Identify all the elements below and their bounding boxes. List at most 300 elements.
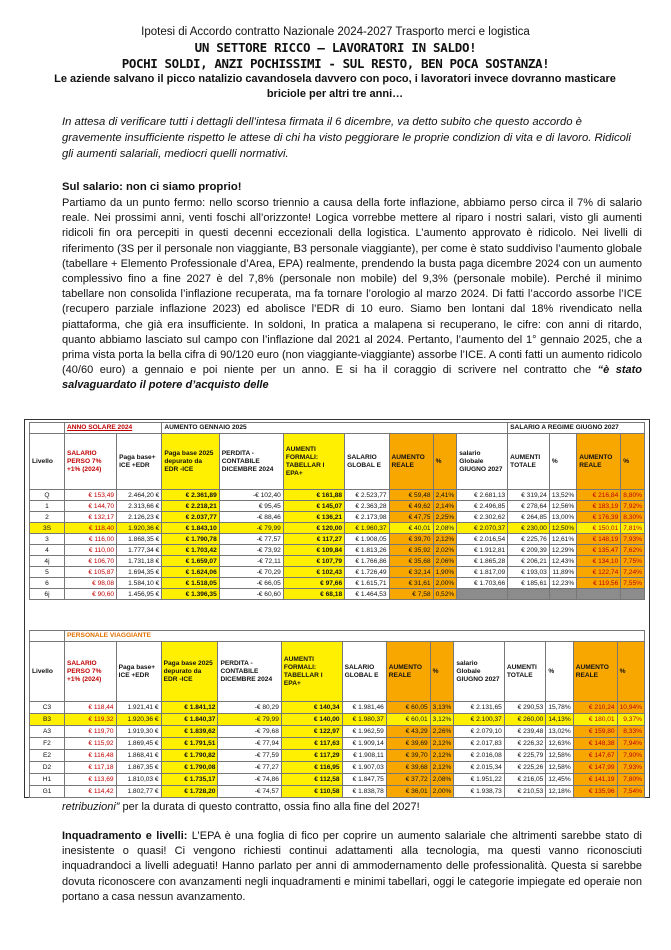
- table-cell: H1: [30, 774, 65, 786]
- table-cell: € 140,34: [281, 702, 342, 714]
- table-cell: € 35,68: [389, 556, 433, 567]
- table-cell: 7,75%: [621, 556, 645, 567]
- table-cell: E2: [30, 750, 65, 762]
- table-cell: € 206,21: [508, 556, 550, 567]
- table-cell: 2,25%: [433, 512, 457, 523]
- table-cell: F2: [30, 738, 65, 750]
- table-cell: 1: [30, 501, 65, 512]
- table-cell: € 119,56: [577, 578, 621, 589]
- table-cell: € 1.817,09: [457, 567, 508, 578]
- table-cell: € 2.100,37: [454, 714, 504, 726]
- table-cell: -€ 66,05: [219, 578, 283, 589]
- table-cell: 2,26%: [430, 726, 454, 738]
- table-cell: -€ 88,46: [219, 512, 283, 523]
- table-cell: € 32,14: [389, 567, 433, 578]
- column-header: Paga base 2025 depurato da EDR -ICE: [162, 434, 219, 490]
- table-cell: € 150,01: [577, 523, 621, 534]
- table-cell: 7,94%: [617, 738, 644, 750]
- table-cell: € 117,18: [65, 762, 117, 774]
- table-cell: € 2.015,34: [454, 762, 504, 774]
- table-cell: 9,37%: [617, 714, 644, 726]
- table-cell: € 2.681,13: [457, 490, 508, 501]
- table-cell: 1.920,36 €: [116, 714, 161, 726]
- table-cell: € 148,19: [577, 534, 621, 545]
- table-cell: 2,12%: [430, 738, 454, 750]
- table-cell: € 122,97: [281, 726, 342, 738]
- table-cell: € 1.908,11: [342, 750, 386, 762]
- table-row: [30, 702, 645, 714]
- table-cell: € 132,17: [65, 512, 117, 523]
- table-cell: € 264,85: [508, 512, 550, 523]
- table-cell: 12,18%: [546, 786, 573, 798]
- table-cell: € 278,64: [508, 501, 550, 512]
- table-cell: -€ 77,27: [218, 762, 281, 774]
- table-cell: 13,02%: [546, 726, 573, 738]
- table-cell: € 144,70: [65, 501, 117, 512]
- table-cell: € 1.813,26: [345, 545, 389, 556]
- table-row: [30, 589, 645, 600]
- salary-tail-text: per la durata di questo contratto, ossia fino alla fine del 2027!: [119, 801, 420, 813]
- table-cell: 1.731,18 €: [117, 556, 162, 567]
- table-cell: 3: [30, 534, 65, 545]
- table-cell: € 43,29: [386, 726, 430, 738]
- table-cell: € 39,70: [386, 750, 430, 762]
- table-cell: 13,00%: [549, 512, 576, 523]
- table-cell: € 102,43: [283, 567, 344, 578]
- table-cell: € 47,75: [389, 512, 433, 523]
- table-cell: 2,08%: [433, 523, 457, 534]
- table-cell: 2,14%: [433, 501, 457, 512]
- table-cell: € 119,32: [65, 714, 117, 726]
- table-cell: € 1.841,12: [161, 702, 218, 714]
- salary-quote-end: retribuzioni”: [62, 801, 120, 813]
- group-header-june-2027: SALARIO A REGIME GIUGNO 2027: [508, 423, 645, 434]
- table-cell: € 1.865,28: [457, 556, 508, 567]
- table-row: [30, 567, 645, 578]
- table-cell: € 159,80: [573, 726, 617, 738]
- table-cell: € 225,26: [504, 762, 546, 774]
- table-cell: € 105,87: [65, 567, 117, 578]
- table-cell: 2,41%: [433, 490, 457, 501]
- table-cell: € 1.464,53: [345, 589, 389, 600]
- column-header: salario Globale GIUGNO 2027: [454, 642, 504, 702]
- column-header: SALARIO PERSO 7% +1% (2024): [65, 642, 117, 702]
- table-cell: G1: [30, 786, 65, 798]
- column-header: Paga base 2025 depurato da EDR -ICE: [161, 642, 218, 702]
- table-cell: 1.869,45 €: [116, 738, 161, 750]
- table-cell: € 161,88: [283, 490, 344, 501]
- table-cell: € 35,92: [389, 545, 433, 556]
- table-cell: € 225,79: [504, 750, 546, 762]
- table-cell: € 185,61: [508, 578, 550, 589]
- table-cell: [549, 589, 576, 600]
- table-cell: € 49,62: [389, 501, 433, 512]
- table-cell: € 118,40: [65, 523, 117, 534]
- table-cell: 12,58%: [546, 762, 573, 774]
- table-cell: 1.810,03 €: [116, 774, 161, 786]
- table-cell: € 1.912,81: [457, 545, 508, 556]
- column-header: SALARIO GLOBAL E: [345, 434, 389, 490]
- table-cell: 8,33%: [617, 726, 644, 738]
- table-cell: € 210,24: [573, 702, 617, 714]
- table-cell: € 117,27: [283, 534, 344, 545]
- table-cell: € 1.624,06: [162, 567, 219, 578]
- table-cell: € 1.790,08: [161, 762, 218, 774]
- table-cell: € 107,79: [283, 556, 344, 567]
- table-cell: € 37,72: [386, 774, 430, 786]
- table-cell: 7,93%: [617, 762, 644, 774]
- table-cell: 3,13%: [430, 702, 454, 714]
- table-cell: € 1.703,42: [162, 545, 219, 556]
- column-header: Paga base+ ICE +EDR: [117, 434, 162, 490]
- table-cell: 1.868,35 €: [117, 534, 162, 545]
- table-cell: 10,94%: [617, 702, 644, 714]
- table-cell: 2,00%: [433, 578, 457, 589]
- table-cell: 15,78%: [546, 702, 573, 714]
- column-header: PERDITA - CONTABILE DICEMBRE 2024: [219, 434, 283, 490]
- column-header: %: [433, 434, 457, 490]
- table-cell: 2,02%: [433, 545, 457, 556]
- table-cell: € 134,10: [577, 556, 621, 567]
- table-cell: € 1.766,86: [345, 556, 389, 567]
- table-cell: 5: [30, 567, 65, 578]
- table-cell: € 98,08: [65, 578, 117, 589]
- column-header: AUMENTO REALE: [573, 642, 617, 702]
- table-cell: 1.694,35 €: [117, 567, 162, 578]
- table-cell: € 1.938,73: [454, 786, 504, 798]
- table-cell: € 106,70: [65, 556, 117, 567]
- column-header: SALARIO PERSO 7% +1% (2024): [65, 434, 117, 490]
- table-cell: € 260,00: [504, 714, 546, 726]
- table-cell: € 36,01: [386, 786, 430, 798]
- table-cell: 3,12%: [430, 714, 454, 726]
- table-cell: € 2.016,08: [454, 750, 504, 762]
- table-cell: € 2.496,85: [457, 501, 508, 512]
- salary-body-text: Partiamo da un punto fermo: nello scorso triennio a causa della forte inflazione, abbiamo perso circa il 7% di salario reale. Nei prossimi anni, venti foschi all’orizzonte! Logica vorrebbe mettere al riparo i nostri salari, visto gli aumenti ridicoli fin ora percepiti in questi decenni eccezionali della logistica. L’aumento approvato è ridicolo. Nei livelli di riferimento (3S per il personale non viaggiante, B3 personale viaggiante), per come è stato suddiviso l’aumento globale (tabellare + Elemento Professionale d’Area, EPA) realmente, prendendo la busta paga dicembre 2024 con un aumento complessivo fino a fine 2027 è del 7,8% (personale non mobile) del 9,3% (personale mobile). Perché il minimo tabellare non consolida l’inflazione recuperata, ma fa tornare l’orologio al marzo 2024. Di fatti l’accordo assorbe l’ICE (recupero parziale inflazione 2023) ed abolisce l’EDR di 10 euro. Siamo ben lontani dal 18% rivendicato nella piattaforma, che già era insufficiente. In soldoni, In pratica a malapena si recuperano, le cifre: con anni di ritardo, quanto abbiamo lasciato sul campo con l’inflazione dal 2021 al 2024. Pertanto, l’aumento del 1° gennaio 2025, che a prima vista porta la bella cifra di 90/120 euro (non viaggiante-viaggiante) assorbe l’ICE. A conti fatti un aumento ridicolo (40/60 euro) a gennaio e poi niente per un anno. E si ha il coraggio di scrivere nel contratto che: [62, 197, 642, 377]
- column-header: AUMENTO REALE: [386, 642, 430, 702]
- column-header: AUMENTI TOTALE: [508, 434, 550, 490]
- table-cell: € 1.840,37: [161, 714, 218, 726]
- table-cell: 7,93%: [621, 534, 645, 545]
- table-cell: € 2.218,21: [162, 501, 219, 512]
- table-cell: -€ 70,29: [219, 567, 283, 578]
- column-header: Paga base+ ICE +EDR: [116, 642, 161, 702]
- table-cell: € 1.908,05: [345, 534, 389, 545]
- table-cell: 0,52%: [433, 589, 457, 600]
- table-cell: € 148,38: [573, 738, 617, 750]
- table-cell: € 2.131,65: [454, 702, 504, 714]
- table-cell: 12,56%: [549, 501, 576, 512]
- table-cell: 2,12%: [430, 762, 454, 774]
- table-cell: € 290,53: [504, 702, 546, 714]
- table-cell: € 7,58: [389, 589, 433, 600]
- column-header: PERDITA - CONTABILE DICEMBRE 2024: [218, 642, 281, 702]
- table-cell: 2,08%: [430, 774, 454, 786]
- table-cell: 1.921,41 €: [116, 702, 161, 714]
- table-row: [30, 556, 645, 567]
- table-cell: € 147,99: [573, 762, 617, 774]
- table-cell: 7,92%: [621, 501, 645, 512]
- table-cell: € 1.790,82: [161, 750, 218, 762]
- levels-section: [62, 829, 642, 905]
- table-row: [30, 774, 645, 786]
- traveling-title: PERSONALE VIAGGIANTE: [65, 631, 645, 642]
- table-cell: 1.777,34 €: [117, 545, 162, 556]
- table-cell: € 90,60: [65, 589, 117, 600]
- table-cell: € 39,68: [386, 762, 430, 774]
- table-cell: € 1.735,17: [161, 774, 218, 786]
- table-cell: 2.313,66 €: [117, 501, 162, 512]
- salary-section-body: [62, 196, 642, 394]
- table-cell: € 1.962,59: [342, 726, 386, 738]
- table-cell: € 1.518,05: [162, 578, 219, 589]
- table-cell: 6j: [30, 589, 65, 600]
- table-cell: -€ 74,57: [218, 786, 281, 798]
- table-cell: € 60,01: [386, 714, 430, 726]
- table-cell: € 2.523,77: [345, 490, 389, 501]
- table-cell: € 120,00: [283, 523, 344, 534]
- table-cell: -€ 77,94: [218, 738, 281, 750]
- table-row: [30, 714, 645, 726]
- table-cell: -€ 77,59: [218, 750, 281, 762]
- table-cell: -€ 60,60: [219, 589, 283, 600]
- table-row: [30, 545, 645, 556]
- table-cell: 12,58%: [546, 750, 573, 762]
- table-cell: -€ 74,86: [218, 774, 281, 786]
- table-cell: [508, 589, 550, 600]
- table-cell: 7,55%: [621, 578, 645, 589]
- table-cell: 12,63%: [546, 738, 573, 750]
- table-cell: € 193,03: [508, 567, 550, 578]
- header-line-1: Ipotesi di Accordo contratto Nazionale 2024-2027 Trasporto merci e logistica: [141, 26, 530, 38]
- table-cell: 13,52%: [549, 490, 576, 501]
- table-cell: € 141,19: [573, 774, 617, 786]
- table-cell: € 110,58: [281, 786, 342, 798]
- table-cell: € 140,00: [281, 714, 342, 726]
- table-cell: € 183,19: [577, 501, 621, 512]
- table-cell: € 97,66: [283, 578, 344, 589]
- table-cell: 7,90%: [617, 750, 644, 762]
- table-cell: € 115,92: [65, 738, 117, 750]
- table-cell: € 210,53: [504, 786, 546, 798]
- table-cell: € 68,18: [283, 589, 344, 600]
- table-cell: D2: [30, 762, 65, 774]
- table-cell: -€ 80,29: [218, 702, 281, 714]
- column-header: %: [430, 642, 454, 702]
- table-cell: € 39,70: [389, 534, 433, 545]
- column-header: %: [621, 434, 645, 490]
- table-cell: 7,81%: [621, 523, 645, 534]
- table-cell: € 1.839,62: [161, 726, 218, 738]
- table-cell: € 1.909,14: [342, 738, 386, 750]
- table-cell: 12,45%: [546, 774, 573, 786]
- table-cell: 8,30%: [621, 512, 645, 523]
- table-row: [30, 490, 645, 501]
- table-cell: € 112,58: [281, 774, 342, 786]
- table-row: [30, 762, 645, 774]
- table-cell: € 1.615,71: [345, 578, 389, 589]
- table-cell: € 2.363,28: [345, 501, 389, 512]
- table-cell: 1,90%: [433, 567, 457, 578]
- column-header: AUMENTO REALE: [577, 434, 621, 490]
- table-cell: Q: [30, 490, 65, 501]
- levels-section-title: Inquadramento e livelli:: [62, 830, 188, 842]
- table-cell: 1.456,95 €: [117, 589, 162, 600]
- table-cell: 3S: [30, 523, 65, 534]
- table-cell: 12,29%: [549, 545, 576, 556]
- table-cell: € 1.790,78: [162, 534, 219, 545]
- table-cell: € 1.951,22: [454, 774, 504, 786]
- column-header: Livello: [30, 642, 65, 702]
- intro-paragraph: In attesa di verificare tutti i dettagli dell’intesa firmata il 6 dicembre, va detto subito che questo accordo è gravemente insufficiente rispetto le attese di chi ha visto peggiorare le proprie condizion di vita e di lavoro. Ridicoli gli aumenti salariali, mediocri quelli normativi.: [62, 116, 631, 160]
- table-cell: € 113,69: [65, 774, 117, 786]
- levels-section-body: L’EPA è una foglia di fico per coprire un aumento salariale che altrimenti sarebbe stato di inesistente o quasi! Ci vengono richiesti continui adattamenti alla tecnologia, ma questi vanno riconosciuti inquadrandoci a livelli adeguati! Hanno parlato per anni di ammodernamento delle professionalità. Questa si sarebbe dovuta riconoscere con avanzamenti negli inquadramenti e minimi tabellari, oggi le categorie impiegate ed operaie non portano a casa nessun avanzamento.: [62, 830, 642, 903]
- table-cell: € 153,49: [65, 490, 117, 501]
- column-header: %: [546, 642, 573, 702]
- table-cell: 7,62%: [621, 545, 645, 556]
- table-row: [30, 512, 645, 523]
- table-cell: € 1.728,20: [161, 786, 218, 798]
- table-cell: 1.867,35 €: [116, 762, 161, 774]
- column-header: AUMENTI FORMALI: TABELLAR I EPA+: [283, 434, 344, 490]
- table-cell: 7,24%: [621, 567, 645, 578]
- table-cell: -€ 79,68: [218, 726, 281, 738]
- table-cell: € 1.960,37: [345, 523, 389, 534]
- table-cell: [621, 589, 645, 600]
- table-cell: 12,23%: [549, 578, 576, 589]
- table-cell: -€ 72,11: [219, 556, 283, 567]
- table-cell: € 59,48: [389, 490, 433, 501]
- table-cell: € 136,21: [283, 512, 344, 523]
- table-cell: € 114,42: [65, 786, 117, 798]
- table-cell: 2.126,23 €: [117, 512, 162, 523]
- table-cell: € 1.838,78: [342, 786, 386, 798]
- table-row: [30, 786, 645, 798]
- column-header: SALARIO GLOBAL E: [342, 642, 386, 702]
- table-cell: -€ 73,92: [219, 545, 283, 556]
- column-header: Livello: [30, 434, 65, 490]
- table-cell: € 119,70: [65, 726, 117, 738]
- table-cell: -€ 79,99: [219, 523, 283, 534]
- table-cell: € 116,00: [65, 534, 117, 545]
- table-cell: € 95,45: [219, 501, 283, 512]
- table-cell: 7,54%: [617, 786, 644, 798]
- table-cell: € 135,47: [577, 545, 621, 556]
- table-row: [30, 523, 645, 534]
- table-cell: 1.868,41 €: [116, 750, 161, 762]
- table-cell: € 1.396,35: [162, 589, 219, 600]
- table-cell: € 117,63: [281, 738, 342, 750]
- table-cell: € 2.037,77: [162, 512, 219, 523]
- table-cell: € 209,39: [508, 545, 550, 556]
- table-row: [30, 750, 645, 762]
- header-headline-1: UN SETTORE RICCO – LAVORATORI IN SALDO!: [194, 40, 477, 55]
- table-cell: 7,80%: [617, 774, 644, 786]
- table-cell: 11,89%: [549, 567, 576, 578]
- table-cell: -€ 102,40: [219, 490, 283, 501]
- table-cell: € 216,84: [577, 490, 621, 501]
- table-cell: A3: [30, 726, 65, 738]
- table-row: [30, 578, 645, 589]
- table-cell: € 109,84: [283, 545, 344, 556]
- table-cell: 1.920,36 €: [117, 523, 162, 534]
- table-cell: € 60,05: [386, 702, 430, 714]
- table-cell: € 147,67: [573, 750, 617, 762]
- table-cell: 4j: [30, 556, 65, 567]
- table-traveling: [29, 630, 645, 798]
- table-cell: € 2.017,83: [454, 738, 504, 750]
- salary-quote: “è stato salvaguardato il potere d’acquisto delle: [62, 364, 642, 392]
- column-header: AUMENTI FORMALI: TABELLAR I EPA+: [281, 642, 342, 702]
- header-subtitle: Le aziende salvano il picco natalizio cavandosela davvero con poco, i lavoratori invece dovranno masticare briciole per altri tre anni…: [54, 73, 616, 100]
- salary-tables-image: [24, 419, 650, 798]
- table-cell: € 39,69: [386, 738, 430, 750]
- table-cell: 1.802,77 €: [116, 786, 161, 798]
- table-row: [30, 501, 645, 512]
- table-cell: € 319,24: [508, 490, 550, 501]
- column-header: %: [549, 434, 576, 490]
- table-cell: € 226,32: [504, 738, 546, 750]
- column-header: AUMENTO REALE: [389, 434, 433, 490]
- table-cell: 2,12%: [430, 750, 454, 762]
- table-cell: € 1.659,07: [162, 556, 219, 567]
- table-cell: 1.919,30 €: [116, 726, 161, 738]
- table-cell: 2,06%: [433, 556, 457, 567]
- table-non-traveling: [29, 422, 645, 600]
- table-cell: € 176,39: [577, 512, 621, 523]
- table-cell: 12,61%: [549, 534, 576, 545]
- table-cell: 2.464,20 €: [117, 490, 162, 501]
- salary-section-title: Sul salario: non ci siamo proprio!: [62, 181, 242, 193]
- table-cell: € 135,96: [573, 786, 617, 798]
- table-cell: 14,13%: [546, 714, 573, 726]
- table-cell: € 2.070,37: [457, 523, 508, 534]
- table-cell: 8,80%: [621, 490, 645, 501]
- table-cell: € 110,00: [65, 545, 117, 556]
- header-headline-2: POCHI SOLDI, ANZI POCHISSIMI - SUL RESTO, BEN POCA SOSTANZA!: [121, 56, 550, 71]
- table-cell: 2,12%: [433, 534, 457, 545]
- table-cell: 12,50%: [549, 523, 576, 534]
- table-cell: € 1.791,51: [161, 738, 218, 750]
- table-cell: € 1.726,49: [345, 567, 389, 578]
- table-cell: € 225,76: [508, 534, 550, 545]
- table-cell: € 239,48: [504, 726, 546, 738]
- table-cell: € 145,07: [283, 501, 344, 512]
- table-cell: € 1.843,10: [162, 523, 219, 534]
- group-header-2024: ANNO SOLARE 2024: [65, 423, 162, 434]
- table-cell: € 1.980,37: [342, 714, 386, 726]
- table-row: [30, 738, 645, 750]
- table-cell: € 2.079,10: [454, 726, 504, 738]
- table-cell: € 118,44: [65, 702, 117, 714]
- table-cell: C3: [30, 702, 65, 714]
- table-cell: € 122,74: [577, 567, 621, 578]
- table-row: [30, 726, 645, 738]
- table-cell: € 2.361,89: [162, 490, 219, 501]
- table-cell: € 117,29: [281, 750, 342, 762]
- table-cell: € 216,05: [504, 774, 546, 786]
- salary-section-tail: [62, 800, 642, 815]
- table-cell: -€ 77,57: [219, 534, 283, 545]
- table-cell: € 2.173,98: [345, 512, 389, 523]
- column-header: %: [617, 642, 644, 702]
- table-cell: € 116,95: [281, 762, 342, 774]
- table-cell: € 116,48: [65, 750, 117, 762]
- table-cell: 1.584,10 €: [117, 578, 162, 589]
- table-cell: € 1.703,66: [457, 578, 508, 589]
- table-cell: € 2.016,54: [457, 534, 508, 545]
- table-cell: € 180,01: [573, 714, 617, 726]
